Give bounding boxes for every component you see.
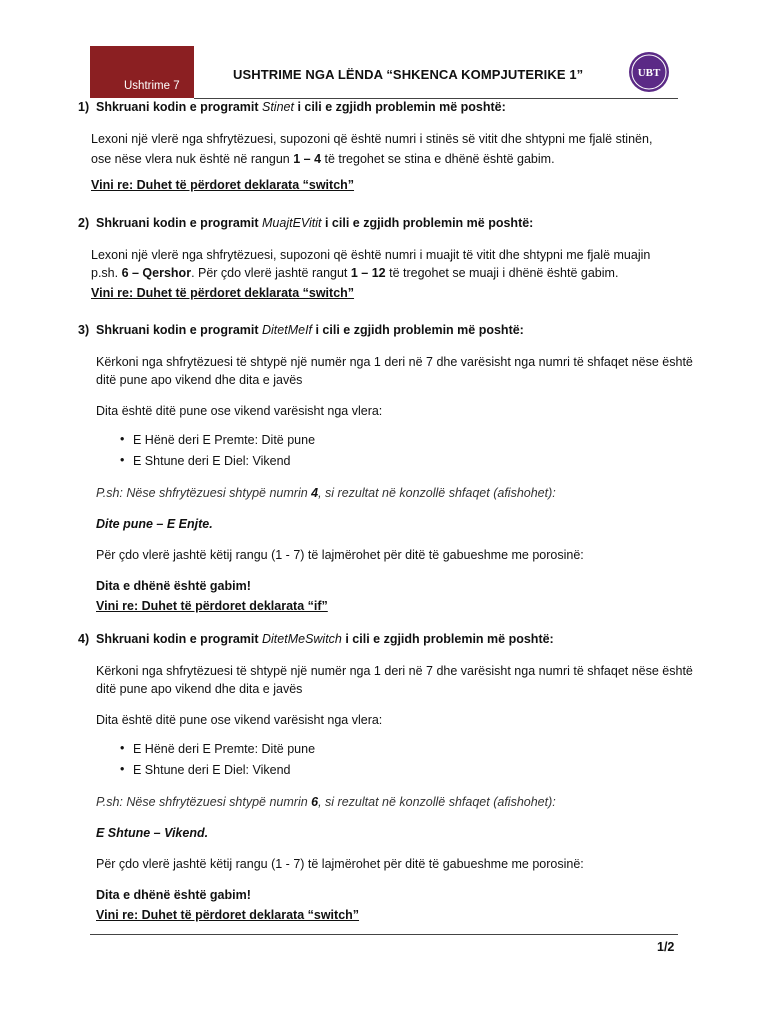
document-title: USHTRIME NGA LËNDA “SHKENCA KOMPJUTERIKE 1” bbox=[233, 67, 584, 82]
header-divider bbox=[194, 98, 678, 99]
program-name: DitetMeIf bbox=[262, 323, 313, 337]
q4-example-output: E Shtune – Vikend. bbox=[96, 826, 209, 840]
q1-text-line-1: Lexoni një vlerë nga shfrytëzuesi, supozoni që është numri i stinës së vitit dhe shtypni me fjalë stinën, bbox=[91, 132, 653, 146]
question-number: 2) bbox=[78, 216, 90, 230]
university-logo bbox=[628, 51, 670, 93]
q3-error-message: Dita e dhënë është gabim! bbox=[96, 579, 251, 593]
question-4-heading: 4) Shkruani kodin e programit DitetMeSwitch i cili e zgjidh problemin më poshtë: bbox=[78, 632, 554, 646]
q3-note: Vini re: Duhet të përdoret deklarata “if” bbox=[96, 599, 328, 613]
q4-bullet-1: • E Hënë deri E Premte: Ditë pune bbox=[133, 742, 315, 756]
q4-text-line-3: Dita është ditë pune ose vikend varësisht nga vlera: bbox=[96, 713, 383, 727]
page-number: 1/2 bbox=[657, 940, 675, 954]
question-number: 3) bbox=[78, 323, 90, 337]
question-2-heading: 2) Shkruani kodin e programit MuajtEVitit i cili e zgjidh problemin më poshtë: bbox=[78, 216, 534, 230]
q2-text-line-2: p.sh. 6 – Qershor. Për çdo vlerë jashtë rangut 1 – 12 të tregohet se muaji i dhënë është gabim. bbox=[91, 266, 619, 280]
q1-note: Vini re: Duhet të përdoret deklarata “switch” bbox=[91, 178, 355, 192]
q4-note: Vini re: Duhet të përdoret deklarata “switch” bbox=[96, 908, 360, 922]
exercise-badge bbox=[90, 46, 194, 98]
q3-text-line-3: Dita është ditë pune ose vikend varësisht nga vlera: bbox=[96, 404, 383, 418]
q4-example: P.sh: Nëse shfrytëzuesi shtypë numrin 6, si rezultat në konzollë shfaqet (afishohet): bbox=[96, 795, 556, 809]
q2-note: Vini re: Duhet të përdoret deklarata “switch” bbox=[91, 286, 355, 300]
question-3-heading: 3) Shkruani kodin e programit DitetMeIf i cili e zgjidh problemin më poshtë: bbox=[78, 323, 524, 337]
q2-text-line-1: Lexoni një vlerë nga shfrytëzuesi, supozoni që është numri i muajit të vitit dhe shtypni me fjalë muajin bbox=[91, 248, 651, 262]
q3-bullet-2: • E Shtune deri E Diel: Vikend bbox=[133, 454, 291, 468]
question-number: 1) bbox=[78, 100, 90, 114]
q1-text-line-2: ose nëse vlera nuk është në rangun 1 – 4 të tregohet se stina e dhënë është gabim. bbox=[91, 152, 555, 166]
q3-text-line-4: Për çdo vlerë jashtë këtij rangu (1 - 7) të lajmërohet për ditë të gabueshme me porosinë: bbox=[96, 548, 584, 562]
program-name: MuajtEVitit bbox=[262, 216, 322, 230]
program-name: DitetMeSwitch bbox=[262, 632, 342, 646]
question-1-heading: 1) Shkruani kodin e programit Stinet i cili e zgjidh problemin më poshtë: bbox=[78, 100, 506, 114]
q4-error-message: Dita e dhënë është gabim! bbox=[96, 888, 251, 902]
program-name: Stinet bbox=[262, 100, 294, 114]
exercise-badge-label: Ushtrime 7 bbox=[124, 80, 180, 92]
q3-text-line-2: ditë pune apo vikend dhe dita e javës bbox=[96, 373, 303, 387]
q3-bullet-1: • E Hënë deri E Premte: Ditë pune bbox=[133, 433, 315, 447]
footer-divider bbox=[90, 934, 678, 935]
q4-text-line-2: ditë pune apo vikend dhe dita e javës bbox=[96, 682, 303, 696]
q4-text-line-4: Për çdo vlerë jashtë këtij rangu (1 - 7) të lajmërohet për ditë të gabueshme me porosinë: bbox=[96, 857, 584, 871]
q4-bullet-2: • E Shtune deri E Diel: Vikend bbox=[133, 763, 291, 777]
q3-text-line-1: Kërkoni nga shfrytëzuesi të shtypë një numër nga 1 deri në 7 dhe varësisht nga numri të shfaqet nëse është bbox=[96, 355, 693, 369]
q3-example-output: Dite pune – E Enjte. bbox=[96, 517, 213, 531]
q4-text-line-1: Kërkoni nga shfrytëzuesi të shtypë një numër nga 1 deri në 7 dhe varësisht nga numri të shfaqet nëse është bbox=[96, 664, 693, 678]
question-number: 4) bbox=[78, 632, 90, 646]
q3-example: P.sh: Nëse shfrytëzuesi shtypë numrin 4, si rezultat në konzollë shfaqet (afishohet): bbox=[96, 486, 556, 500]
logo-text: UBT bbox=[637, 67, 661, 79]
